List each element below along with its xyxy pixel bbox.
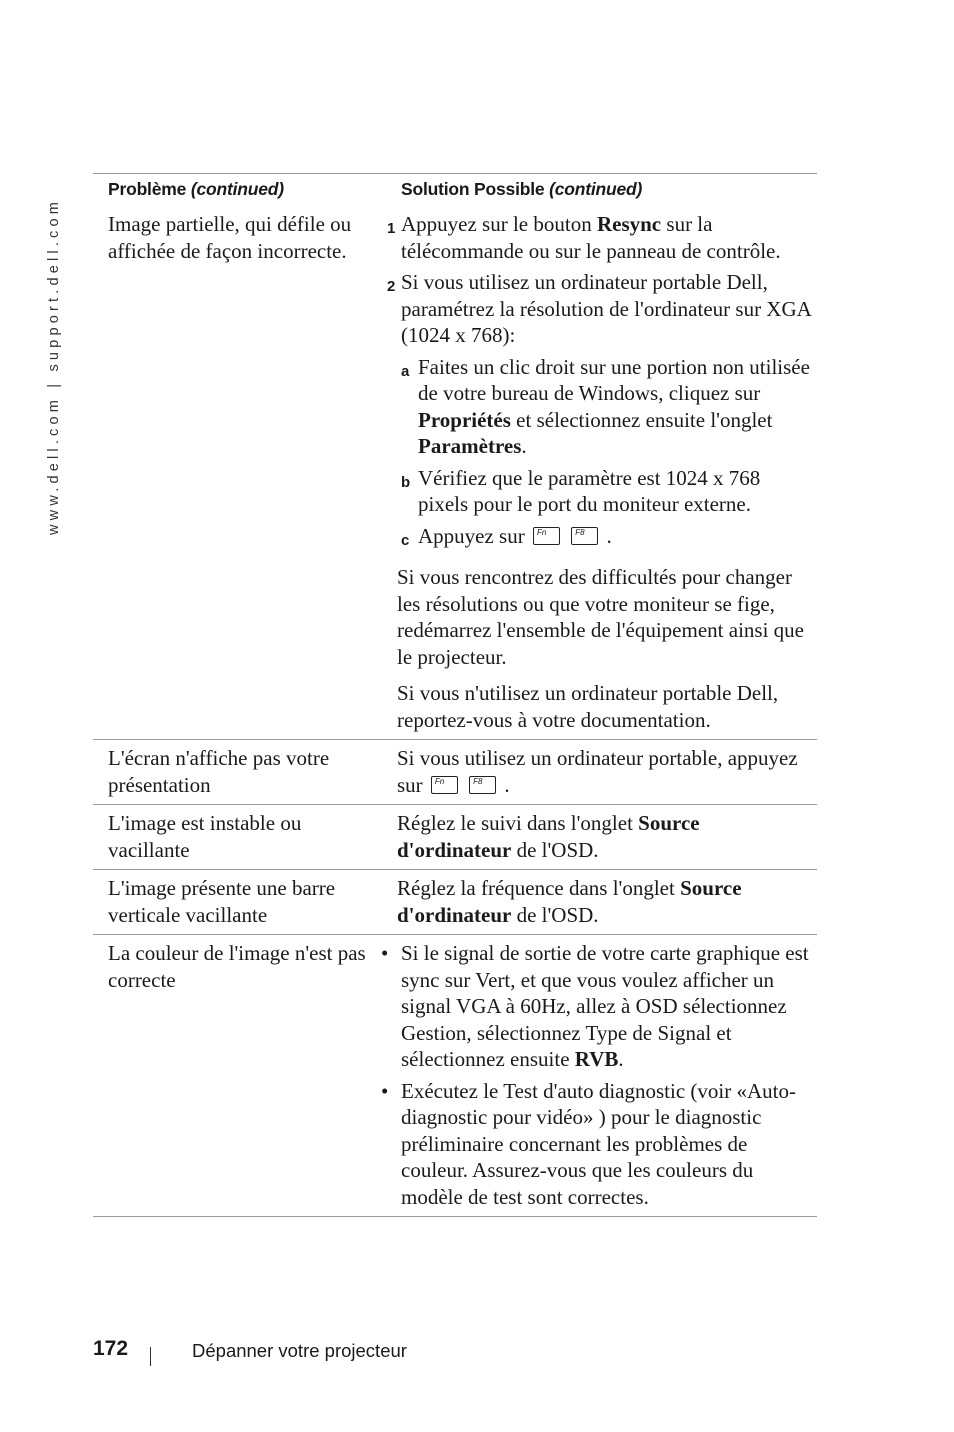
table-header-row xyxy=(93,173,817,206)
bullet-icon: • xyxy=(381,941,389,965)
table-row xyxy=(93,740,817,805)
page-number: 172 xyxy=(93,1337,129,1360)
troubleshooting-table xyxy=(93,173,817,1217)
solution-cell: Si vous utilisez un ordinateur portable, appuyez sur Fn F8 . xyxy=(397,746,798,797)
page-footer xyxy=(93,1337,793,1367)
f8-crt-lcd-key-icon: F8 xyxy=(571,527,598,545)
step-1: 1 Appuyez sur le bouton Resync sur la télécommande ou sur le panneau de contrôle. xyxy=(387,212,781,263)
solution-cell xyxy=(368,206,817,739)
solution-cell: Réglez le suivi dans l'onglet Source d'ordinateur de l'OSD. xyxy=(397,811,700,862)
table-row xyxy=(93,870,817,935)
paragraph: Si vous rencontrez des difficultés pour changer les résolutions ou que votre moniteur se fige, redémarrez l'ensemble de l'équipement ainsi que le projecteur. xyxy=(397,565,804,669)
bullet-icon: • xyxy=(381,1078,389,1103)
header-problem: Problème (continued) xyxy=(108,179,284,199)
substep-c: c Appuyez sur Fn F8 . xyxy=(401,523,612,549)
problem-cell: La couleur de l'image n'est pas correcte xyxy=(108,941,366,992)
f8-crt-lcd-key-icon: F8 xyxy=(469,776,496,794)
substep-b: b Vérifiez que le paramètre est 1024 x 768 pixels pour le port du moniteur externe. xyxy=(401,465,761,516)
bullet-item: • Si le signal de sortie de votre carte graphique est sync sur Vert, et que vous voulez afficher un signal VGA à 60Hz, allez à OSD sélectionnez Gestion, sélectionnez Type de Signal et sélectionnez ensuite RVB. xyxy=(375,940,811,1073)
fn-key-icon: Fn xyxy=(431,776,458,794)
header-solution: Solution Possible (continued) xyxy=(401,179,643,199)
substep-a: a Faites un clic droit sur une portion non utilisée de votre bureau de Windows, cliquez sur Propriétés et sélectionnez ensuite l'onglet Paramètres. xyxy=(401,354,810,458)
problem-cell: L'écran n'affiche pas votre présentation xyxy=(108,746,330,797)
paragraph: Si vous n'utilisez un ordinateur portable Dell, reportez-vous à votre documentation. xyxy=(397,681,779,732)
table-row xyxy=(93,206,817,740)
table-row xyxy=(93,935,817,1217)
problem-cell: Image partielle, qui défile ou affichée de façon incorrecte. xyxy=(108,212,352,263)
resync-label: Resync xyxy=(596,212,662,236)
table-row xyxy=(93,805,817,870)
problem-cell: L'image est instable ou vacillante xyxy=(108,811,302,862)
bullet-item: • Exécutez le Test d'auto diagnostic (voir «Auto-diagnostic pour vidéo» ) pour le diagnostic préliminaire concernant les problèmes de couleur. Assurez-vous que les couleurs du modèle de test sont correctes. xyxy=(375,1078,811,1211)
solution-cell: Réglez la fréquence dans l'onglet Source d'ordinateur de l'OSD. xyxy=(397,876,742,927)
solution-cell xyxy=(368,935,817,1216)
side-url-text: www.dell.com | support.dell.com xyxy=(46,197,62,535)
problem-cell: L'image présente une barre verticale vacillante xyxy=(108,876,336,927)
footer-divider xyxy=(150,1347,151,1366)
chapter-title: Dépanner votre projecteur xyxy=(192,1340,407,1361)
fn-key-icon: Fn xyxy=(533,527,560,545)
step-2: 2 Si vous utilisez un ordinateur portable Dell, paramétrez la résolution de l'ordinateur sur XGA (1024 x 768): xyxy=(387,270,811,347)
